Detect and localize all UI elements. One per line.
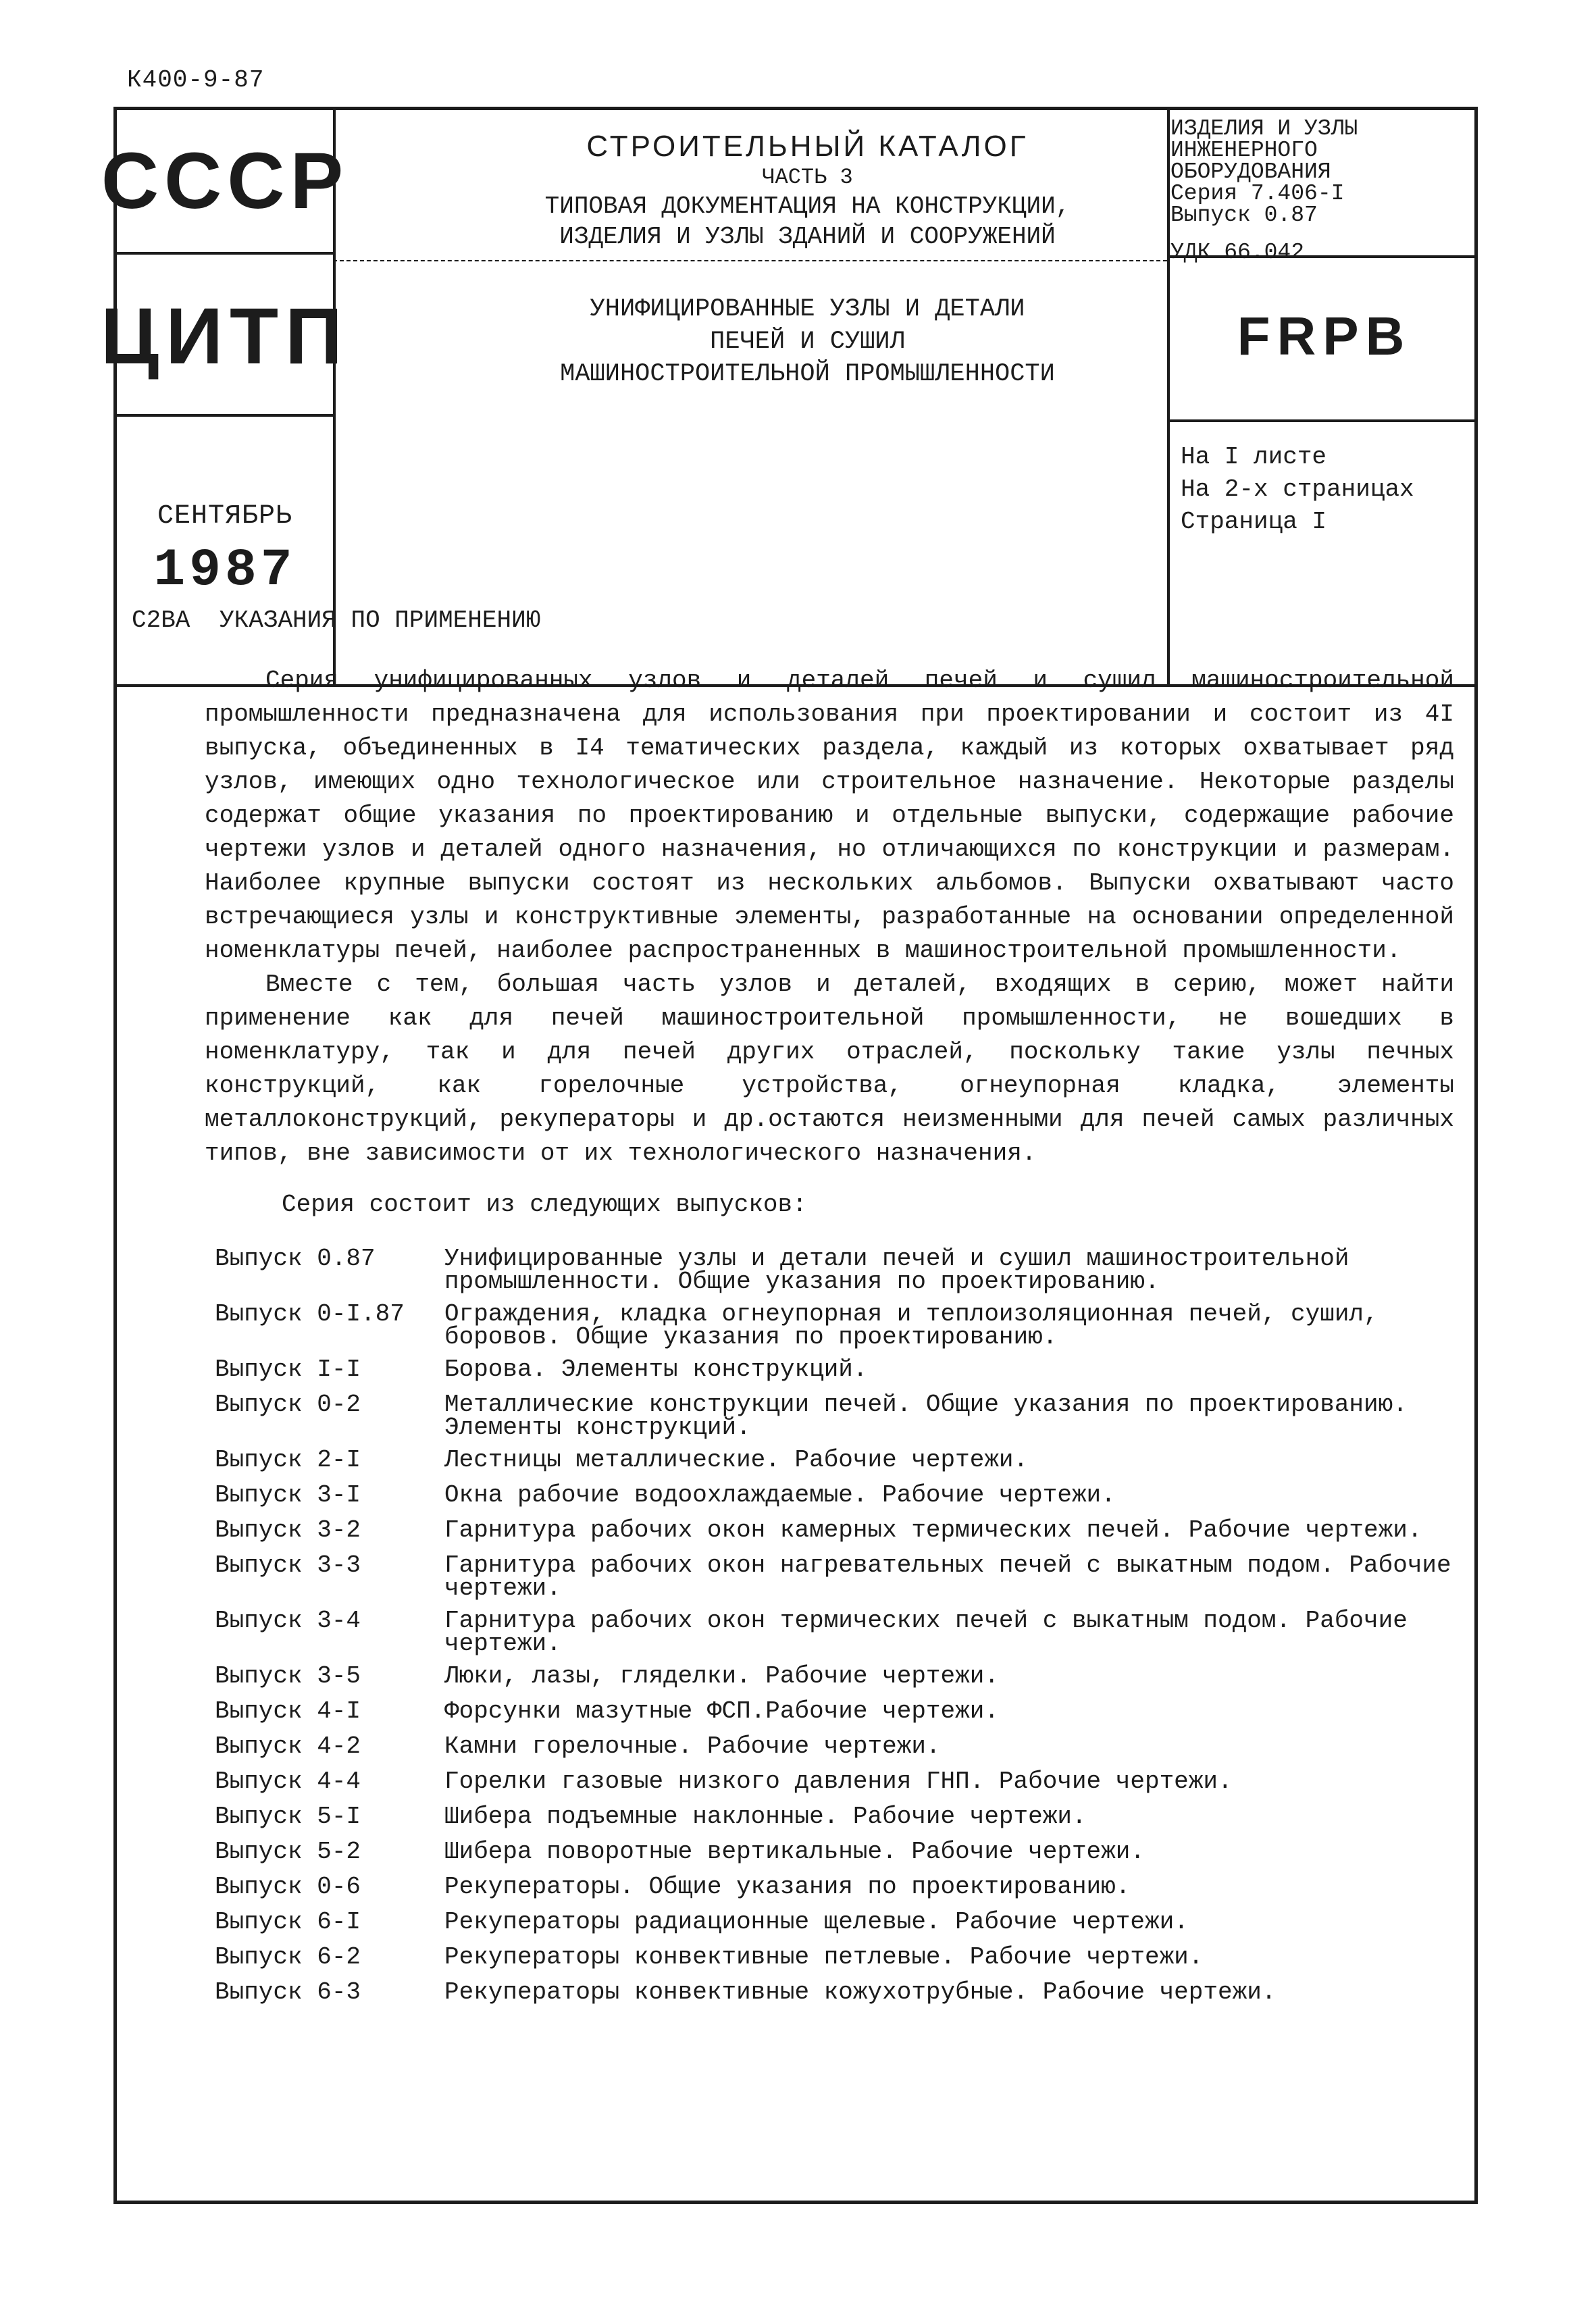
series-info-line: ИНЖЕНЕРНОГО (1170, 138, 1318, 163)
date-block (117, 417, 333, 684)
series-info-line: Серия 7.406-I (1170, 181, 1345, 206)
section-heading (132, 607, 540, 634)
series-info-line: ИЗДЕЛИЯ И УЗЛЫ (1170, 116, 1358, 141)
org-ussr: СССР (101, 136, 349, 226)
issue-row (215, 1803, 1464, 1831)
issue-row (215, 1768, 1464, 1796)
issue-title: Борова. Элементы конструкций. (444, 1356, 868, 1383)
issue-code: Выпуск 4-2 (215, 1732, 361, 1760)
issue-title: Гарнитура рабочих окон термических печей с выкатным подом. Рабочие чертежи. (444, 1607, 1408, 1657)
issue-row (215, 1446, 1464, 1474)
issue-row (215, 1607, 1464, 1655)
issue-list (215, 1245, 1464, 2013)
date-year: 1987 (153, 541, 297, 600)
issue-row (215, 1908, 1464, 1936)
section-title: УКАЗАНИЯ ПО ПРИМЕНЕНИЮ (220, 607, 541, 634)
catalog-subtitle: ИЗДЕЛИЯ И УЗЛЫ ЗДАНИЙ И СООРУЖЕНИЙ (559, 222, 1056, 251)
series-info-line: ОБОРУДОВАНИЯ (1170, 159, 1331, 184)
issue-code: Выпуск 3-5 (215, 1662, 361, 1690)
issue-row (215, 1551, 1464, 1600)
issue-title: Шибера подъемные наклонные. Рабочие чертежи. (444, 1803, 1087, 1830)
issue-title: Камни горелочные. Рабочие чертежи. (444, 1732, 941, 1760)
date-month: СЕНТЯБРЬ (157, 501, 293, 532)
series-title-block (336, 262, 1279, 417)
issue-title: Гарнитура рабочих окон камерных термических печей. Рабочие чертежи. (444, 1516, 1422, 1544)
issue-code: Выпуск 4-4 (215, 1768, 361, 1795)
page-frame (101, 107, 1478, 2204)
composition-intro: Серия состоит из следующих выпусков: (282, 1191, 807, 1218)
series-info (1170, 118, 1468, 226)
catalog-subtitle: ТИПОВАЯ ДОКУМЕНТАЦИЯ НА КОНСТРУКЦИИ, (544, 192, 1071, 220)
issue-row (215, 1732, 1464, 1761)
catalog-block (336, 122, 1279, 257)
issue-title: Унифицированные узлы и детали печей и сушил машиностроительной промышленности. Общие указания по проектированию. (444, 1245, 1349, 1295)
pages-info (1181, 441, 1414, 538)
issue-row (215, 1943, 1464, 1972)
issue-code: Выпуск 0-6 (215, 1873, 361, 1901)
issue-code: Выпуск 6-I (215, 1908, 361, 1936)
section-code: С2ВА (132, 607, 190, 634)
issue-code: Выпуск 4-I (215, 1697, 361, 1725)
issue-code: Выпуск 2-I (215, 1446, 361, 1474)
issue-code: Выпуск 5-I (215, 1803, 361, 1830)
document-code: К400-9-87 (127, 66, 265, 94)
issue-row (215, 1481, 1464, 1510)
issue-row (215, 1356, 1464, 1384)
issue-title: Лестницы металлические. Рабочие чертежи. (444, 1446, 1029, 1474)
issue-title: Ограждения, кладка огнеупорная и теплоизоляционная печей, сушил, боровов. Общие указания по проектированию. (444, 1300, 1379, 1351)
issue-row (215, 1245, 1464, 1293)
header-divider (333, 260, 1167, 261)
issue-title: Горелки газовые низкого давления ГНП. Рабочие чертежи. (444, 1768, 1233, 1795)
issue-row (215, 1697, 1464, 1726)
issue-title: Шибера поворотные вертикальные. Рабочие чертежи. (444, 1838, 1145, 1866)
issue-code: Выпуск 6-3 (215, 1978, 361, 2006)
header-divider (117, 252, 333, 255)
issue-row (215, 1978, 1464, 2007)
pages-line: Страница I (1181, 508, 1327, 536)
paragraph: Серия унифицированных узлов и деталей печей и сушил машиностроительной промышленности предназначена для использования при проектировании и состоит из 4I выпуска, объединенных в I4 тематических раздела, каждый из которых охватывает ряд узлов, имеющих одно технологическое или строительное назначение. Некоторые разделы содержат общие указания по проектированию и отдельные выпуски, содержащие рабочие чертежи узлов и деталей одного назначения, но отличающихся по конструкции и размерам. Наиболее крупные выпуски состоят из нескольких альбомов. Выпуски охватывают часто встречающиеся узлы и конструктивные элементы, разработанные на основании определенной номенклатуры печей, наиболее распространенных в машиностроительной промышленности. (205, 667, 1454, 965)
issue-title: Металлические конструкции печей. Общие указания по проектированию. Элементы конструкций. (444, 1391, 1408, 1441)
pages-line: На I листе (1181, 443, 1327, 471)
issue-row (215, 1873, 1464, 1901)
issue-title: Рекуператоры конвективные петлевые. Рабочие чертежи. (444, 1943, 1204, 1971)
issue-row (215, 1391, 1464, 1439)
issue-code: Выпуск 3-4 (215, 1607, 361, 1635)
issue-code: Выпуск I-I (215, 1356, 361, 1383)
issue-title: Форсунки мазутные ФСП.Рабочие чертежи. (444, 1697, 999, 1725)
issue-title: Рекуператоры конвективные кожухотрубные. Рабочие чертежи. (444, 1978, 1277, 2006)
issue-code: Выпуск 3-I (215, 1481, 361, 1509)
issue-row (215, 1300, 1464, 1349)
paragraph: Вместе с тем, большая часть узлов и деталей, входящих в серию, может найти применение как для печей машиностроительной промышленности, не вошедших в номенклатуру, так и для печей других отраслей, поскольку такие узлы печных конструкций, как горелочные устройства, огнеупорная кладка, элементы металлоконструкций, рекуператоры и др.остаются неизменными для печей самых различных типов, вне зависимости от их технологического назначения. (205, 971, 1454, 1167)
series-title-line: МАШИНОСТРОИТЕЛЬНОЙ ПРОМЫШЛЕННОСТИ (560, 360, 1055, 388)
org-citp: ЦИТП (101, 292, 349, 381)
series-info-line: Выпуск 0.87 (1170, 203, 1318, 228)
body-text (205, 664, 1454, 1171)
issue-code: Выпуск 0.87 (215, 1245, 376, 1272)
issue-code: Выпуск 3-2 (215, 1516, 361, 1544)
series-title-line: ПЕЧЕЙ И СУШИЛ (710, 328, 905, 356)
issue-title: Окна рабочие водоохлаждаемые. Рабочие чертежи. (444, 1481, 1116, 1509)
issue-row (215, 1662, 1464, 1691)
issue-code: Выпуск 5-2 (215, 1838, 361, 1866)
issue-title: Рекуператоры радиационные щелевые. Рабочие чертежи. (444, 1908, 1189, 1936)
series-title-line: УНИФИЦИРОВАННЫЕ УЗЛЫ И ДЕТАЛИ (590, 295, 1025, 324)
issue-title: Люки, лазы, гляделки. Рабочие чертежи. (444, 1662, 999, 1690)
catalog-title: СТРОИТЕЛЬНЫЙ КАТАЛОГ (586, 129, 1029, 163)
issue-title: Рекуператоры. Общие указания по проектированию. (444, 1873, 1131, 1901)
issue-code: Выпуск 3-3 (215, 1551, 361, 1579)
issue-code: Выпуск 6-2 (215, 1943, 361, 1971)
pages-line: На 2-х страницах (1181, 475, 1414, 503)
issue-code: Выпуск 0-2 (215, 1391, 361, 1418)
classification-code: FRPB (1237, 306, 1412, 366)
issue-title: Гарнитура рабочих окон нагревательных печей с выкатным подом. Рабочие чертежи. (444, 1551, 1451, 1602)
issue-row (215, 1838, 1464, 1866)
catalog-part: ЧАСТЬ 3 (762, 164, 853, 190)
issue-row (215, 1516, 1464, 1545)
udk-code: УДК 66.042 (1170, 240, 1305, 265)
issue-code: Выпуск 0-I.87 (215, 1300, 405, 1328)
header-divider (1167, 419, 1478, 422)
